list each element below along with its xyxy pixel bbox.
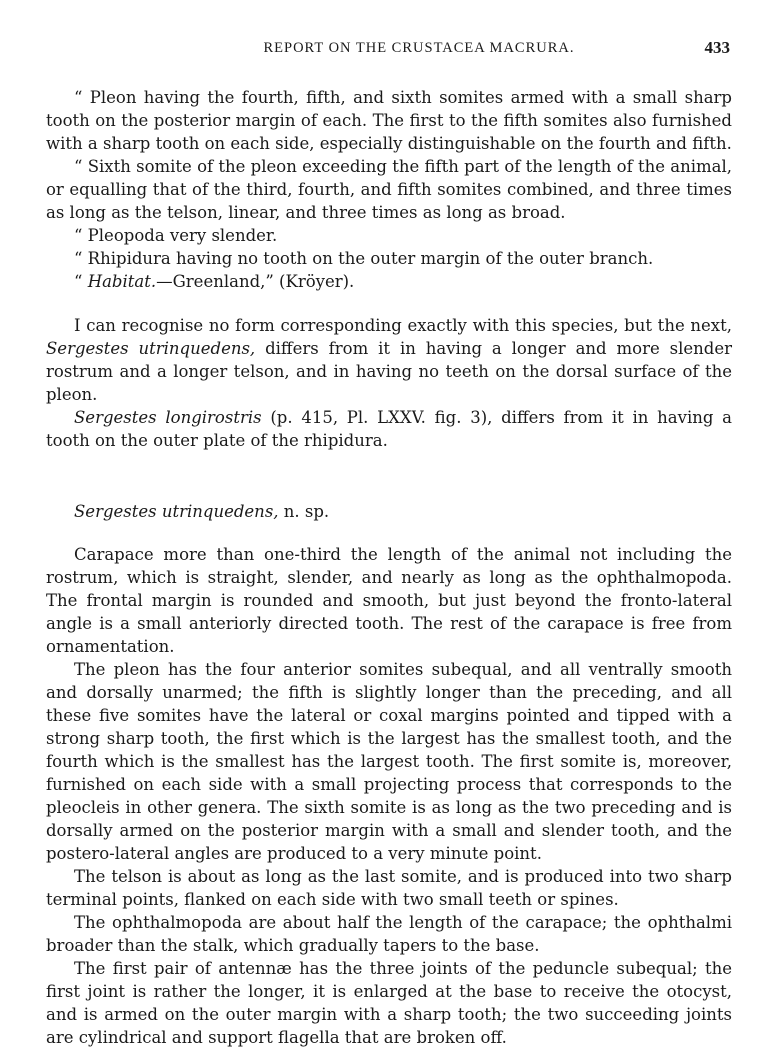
discussion <box>46 314 732 452</box>
quote-paragraph: “ Pleon having the fourth, fifth, and sixth somites armed with a small sharp tooth on the posterior margin of each. The first to the fifth somites also furnished with a sharp tooth on each side, especially distinguishable on the fourth and fifth. <box>46 88 732 153</box>
book-page <box>46 40 732 1049</box>
species-heading-text <box>46 500 732 523</box>
quote-paragraph: “ Pleopoda very slender. <box>74 226 278 245</box>
species-name: Sergestes utrinquedens, <box>46 339 256 358</box>
species-description <box>46 543 732 1049</box>
description-paragraph: Carapace more than one-third the length of the animal not including the rostrum, which is straight, slender, and nearly as long as the ophthalmopoda. The frontal margin is rounded and smooth, but just beyond the fronto-lateral angle is a small anteriorly directed tooth. The rest of the carapace is free from ornamentation. <box>46 545 732 656</box>
discussion-text: I can recognise no form corresponding exactly with this species, but the next, <box>74 316 732 335</box>
species-heading <box>46 500 732 523</box>
running-head <box>46 40 732 66</box>
description-paragraph: The pleon has the four anterior somites subequal, and all ventrally smooth and dorsally unarmed; the fifth is slightly longer than the preceding, and all these five somites have the lateral or coxal margins pointed and tipped with a strong sharp tooth, the first which is the largest has the smallest tooth, and the fourth which is the smallest has the largest tooth. The first somite is, moreover, furnished on each side with a small projecting process that corresponds to the pleocleis in other genera. The sixth somite is as long as the two preceding and is dorsally armed on the posterior margin with a small and slender tooth, and the postero-lateral angles are produced to a very minute point. <box>46 660 732 863</box>
species-name: Sergestes utrinquedens, <box>74 502 279 521</box>
species-name: Sergestes longirostris <box>74 408 262 427</box>
quote-paragraph: “ Rhipidura having no tooth on the outer margin of the outer branch. <box>74 249 654 268</box>
quote-habitat <box>46 270 732 293</box>
discussion-paragraph <box>46 314 732 406</box>
discussion-paragraph <box>46 406 732 452</box>
description-paragraph: The ophthalmopoda are about half the length of the carapace; the ophthalmi broader than the stalk, which gradually tapers to the base. <box>46 913 732 955</box>
running-title: REPORT ON THE CRUSTACEA MACRURA. <box>263 40 575 56</box>
habitat-label: Habitat. <box>87 272 157 291</box>
habitat-text: —Greenland,” (Kröyer). <box>156 272 355 291</box>
quote-paragraph: “ Sixth somite of the pleon exceeding the fifth part of the length of the animal, or equalling that of the third, fourth, and fifth somites combined, and three times as long as the telson, linear, and three times as long as broad. <box>46 157 732 222</box>
quote-mark: “ <box>74 272 88 291</box>
discussion-text: differs from it in having a longer and more slender rostrum and a longer telson, and in having no teeth on the dorsal surface of the pleon. <box>46 339 733 404</box>
page-number: 433 <box>704 38 730 57</box>
new-species-marker: n. sp. <box>278 502 330 521</box>
discussion-text: (p. 415, Pl. LXXV. fig. 3), differs from it in having a tooth on the outer plate of the rhipidura. <box>46 408 732 450</box>
quoted-description <box>46 86 732 293</box>
description-paragraph: The first pair of antennæ has the three joints of the peduncle subequal; the first joint is rather the longer, it is enlarged at the base to receive the otocyst, and is armed on the outer margin with a sharp tooth; the two succeeding joints are cylindrical and support flagella that are broken off. <box>46 959 732 1047</box>
description-paragraph: The telson is about as long as the last somite, and is produced into two sharp terminal points, flanked on each side with two small teeth or spines. <box>46 867 732 909</box>
